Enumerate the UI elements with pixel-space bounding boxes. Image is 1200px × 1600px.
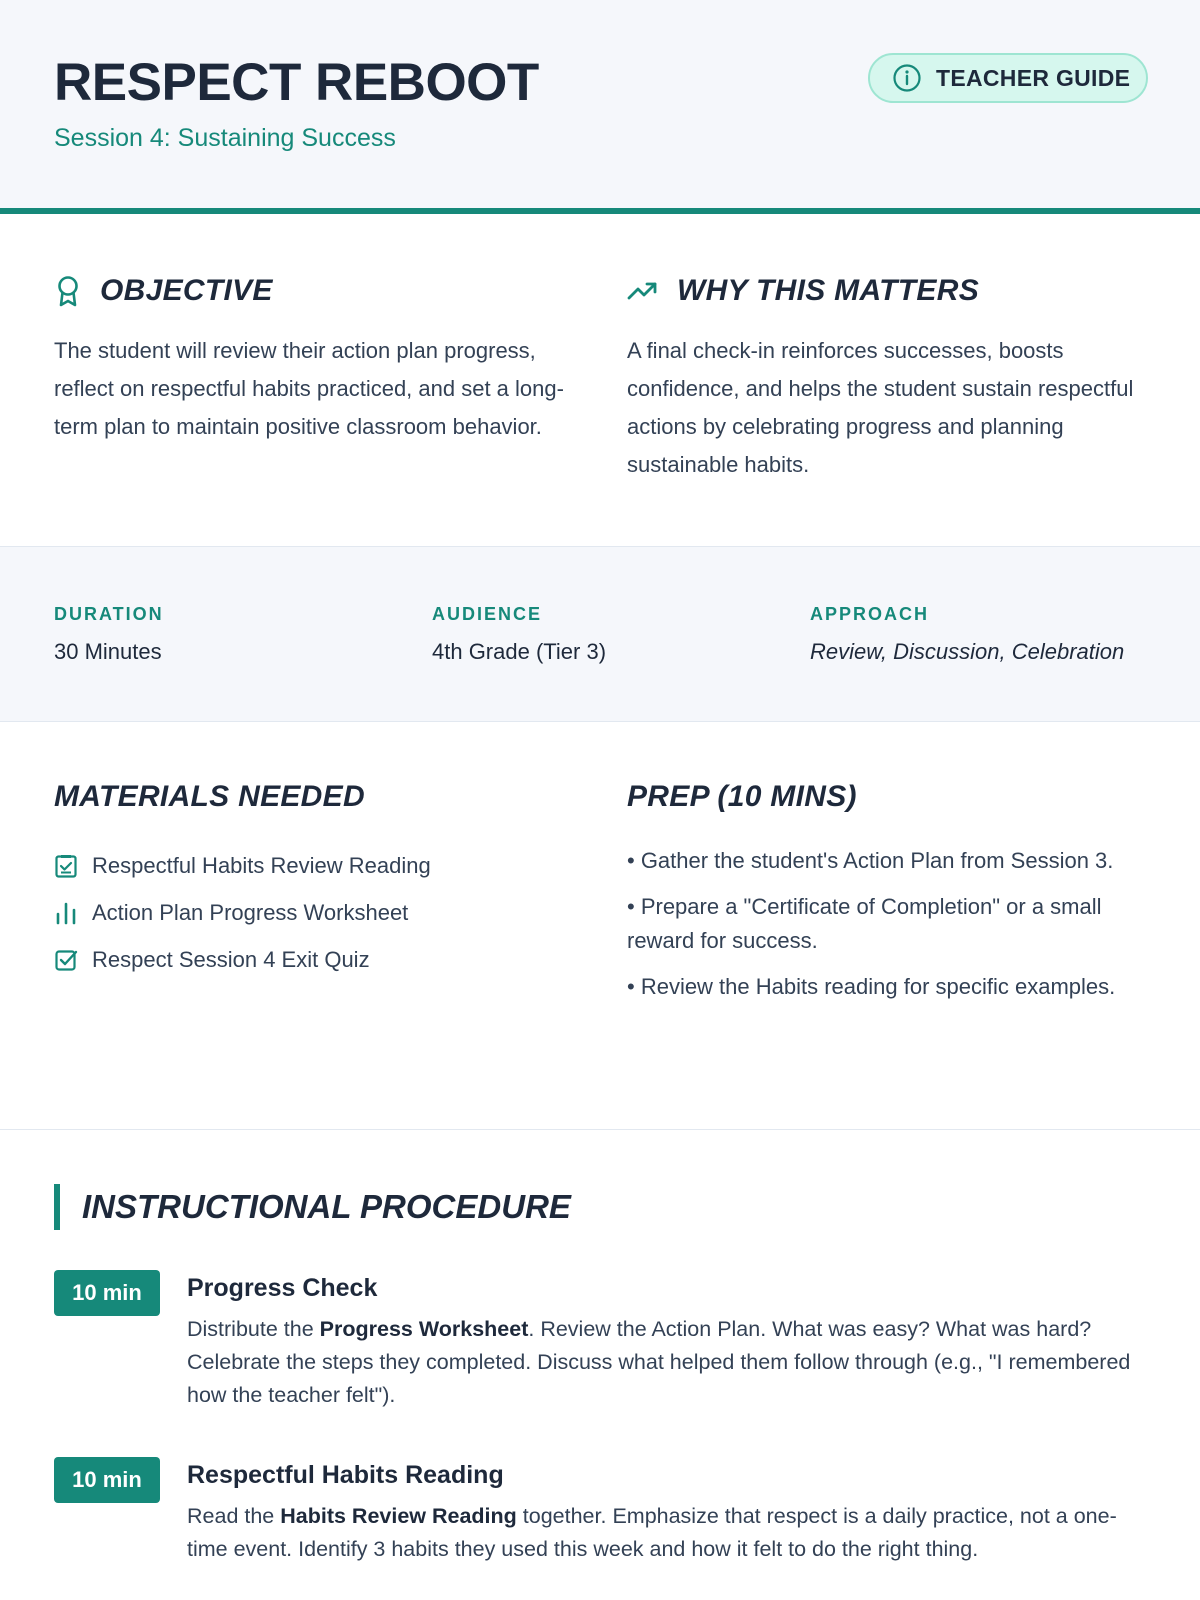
step-body [187, 1270, 1147, 1412]
materials-block [54, 780, 574, 983]
list-item: • Review the Habits reading for specific examples. [627, 974, 1116, 999]
list-item: • Prepare a "Certificate of Completion" or a small reward for success. [627, 894, 1102, 953]
objective-section [0, 220, 1200, 546]
audience-info [432, 604, 606, 665]
materials-list [54, 842, 574, 983]
list-item: Respect Session 4 Exit Quiz [54, 936, 574, 983]
page-title: RESPECT REBOOT [54, 53, 539, 112]
procedure-heading: INSTRUCTIONAL PROCEDURE [54, 1184, 571, 1230]
duration-label: DURATION [54, 604, 164, 624]
trending-up-icon [627, 278, 659, 304]
step-title: Progress Check [187, 1274, 378, 1302]
objective-text: The student will review their action plan progress, reflect on respectful habits practiced, and set a long-term plan to maintain positive classroom behavior. [54, 338, 564, 439]
materials-section [0, 722, 1200, 1130]
list-item: • Gather the student's Action Plan from Session 3. [627, 848, 1114, 873]
prep-block [627, 780, 1147, 1016]
why-text: A final check-in reinforces successes, boosts confidence, and helps the student sustain respectful actions by celebrating progress and planning sustainable habits. [627, 338, 1134, 477]
approach-label: APPROACH [810, 604, 930, 624]
prep-heading: PREP (10 MINS) [627, 780, 857, 813]
materials-heading: MATERIALS NEEDED [54, 780, 365, 813]
objective-block [54, 274, 574, 446]
clipboard-icon [54, 853, 78, 879]
step-title: Respectful Habits Reading [187, 1461, 504, 1489]
audience-value: 4th Grade (Tier 3) [432, 639, 607, 664]
audience-label: AUDIENCE [432, 604, 543, 624]
time-badge: 10 min [54, 1457, 160, 1503]
duration-info [54, 604, 164, 665]
page-header [0, 0, 1200, 214]
procedure-section [0, 1130, 1200, 1600]
approach-value: Review, Discussion, Celebration [810, 639, 1125, 664]
step-text: Read the Habits Review Reading together. Emphasize that respect is a daily practice, not a one-time event. Identify 3 habits they used this week and how it felt to do the right thing. [187, 1504, 1117, 1561]
approach-info [810, 604, 1124, 665]
objective-heading: OBJECTIVE [54, 274, 574, 308]
badge-label: TEACHER GUIDE [936, 64, 1131, 91]
page-subtitle: Session 4: Sustaining Success [54, 124, 396, 152]
list-item: Action Plan Progress Worksheet [54, 889, 574, 936]
why-heading: WHY THIS MATTERS [627, 274, 1147, 308]
bar-chart-icon [54, 900, 78, 926]
why-block [627, 274, 1147, 484]
checkbox-icon [54, 947, 78, 973]
time-badge: 10 min [54, 1270, 160, 1316]
info-icon [892, 63, 922, 93]
session-info-band [0, 546, 1200, 722]
teacher-guide-badge [868, 53, 1148, 103]
step-text: Distribute the Progress Worksheet. Review the Action Plan. What was easy? What was hard? Celebrate the steps they completed. Discuss what helped them follow through (e.g., "I remembered how the teacher felt"). [187, 1317, 1131, 1407]
list-item: Respectful Habits Review Reading [54, 842, 574, 889]
prep-list [627, 844, 1147, 1004]
step-body [187, 1457, 1147, 1566]
duration-value: 30 Minutes [54, 639, 162, 664]
award-icon [54, 274, 82, 308]
